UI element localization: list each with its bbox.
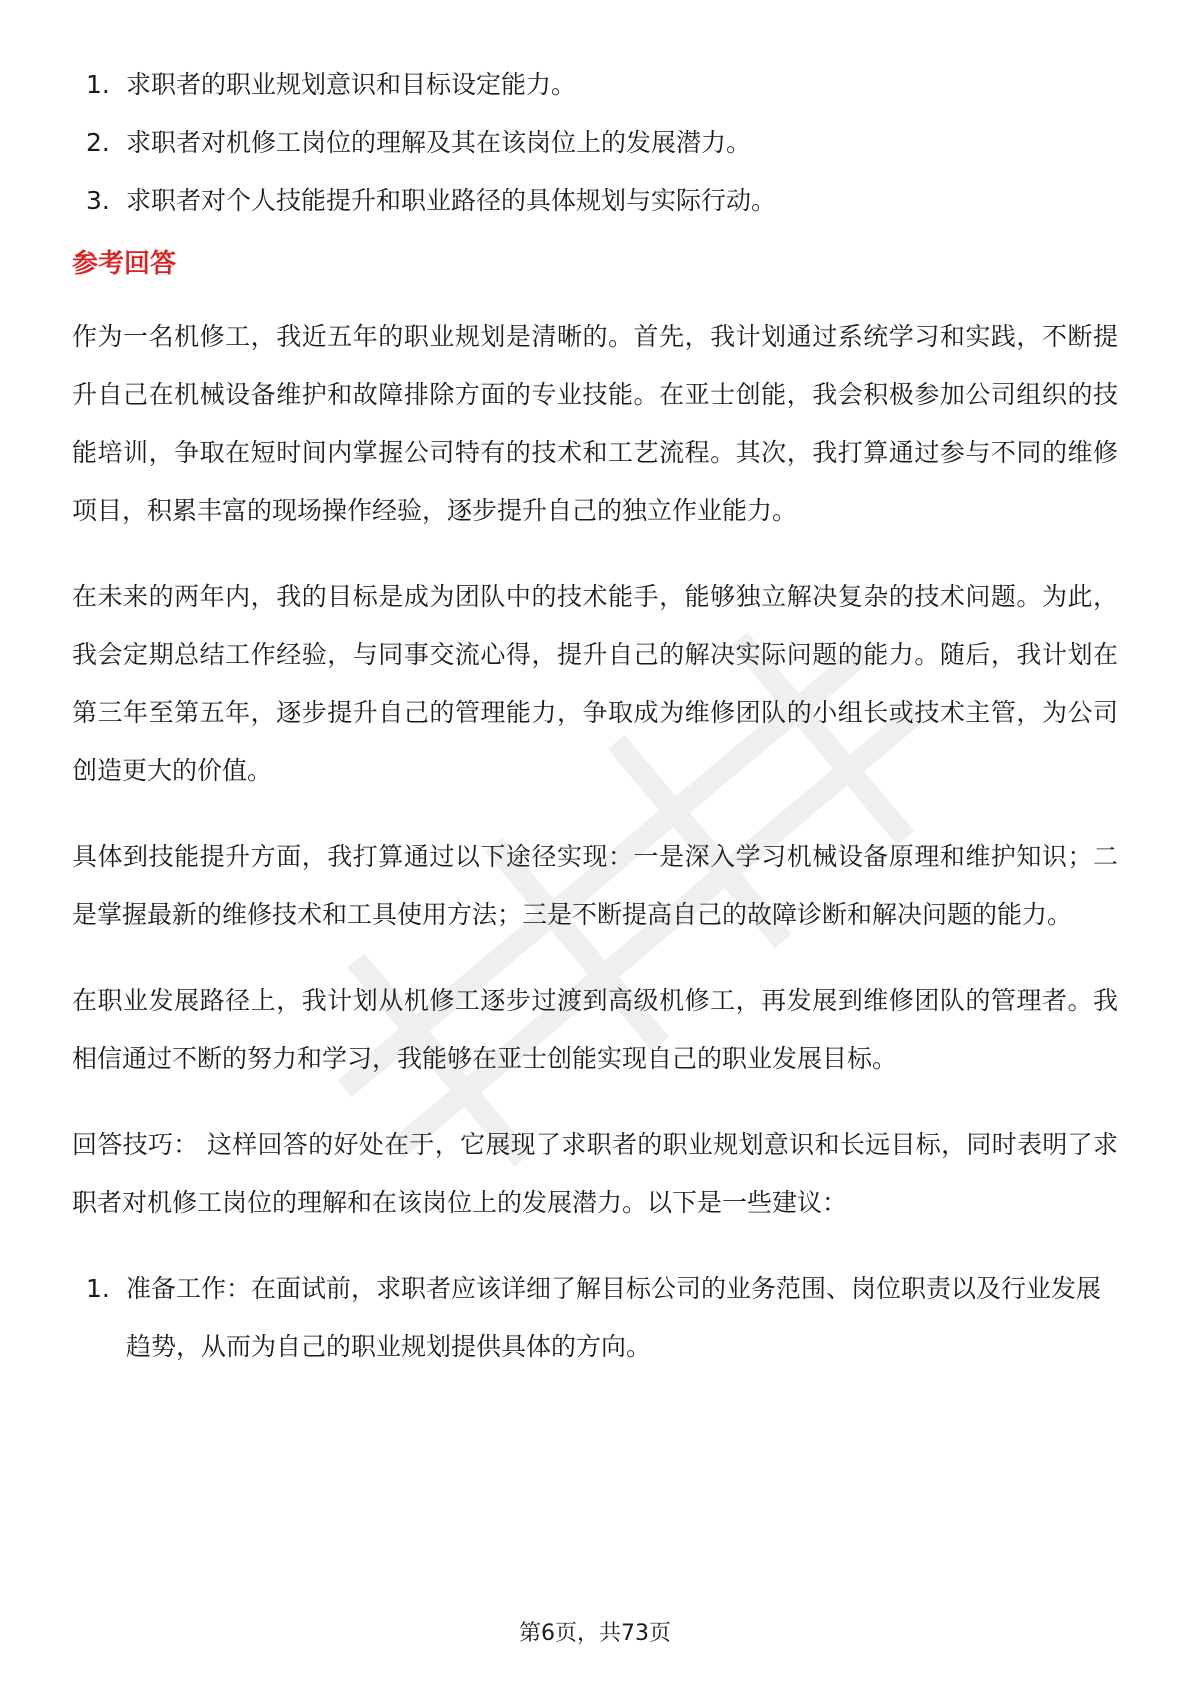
list-number: 2.	[86, 128, 110, 157]
list-item	[72, 56, 1118, 114]
intro-list	[72, 56, 1118, 230]
list-text: 求职者对机修工岗位的理解及其在该岗位上的发展潜力。	[126, 128, 752, 157]
list-number: 1.	[86, 70, 110, 99]
list-item	[72, 172, 1118, 230]
list-item	[72, 114, 1118, 172]
list-text: 准备工作：在面试前，求职者应该详细了解目标公司的业务范围、岗位职责以及行业发展趋势，从而为自己的职业规划提供具体的方向。	[126, 1274, 1102, 1361]
section-title: 参考回答	[72, 249, 177, 279]
paragraph: 回答技巧： 这样回答的好处在于，它展现了求职者的职业规划意识和长远目标，同时表明了求职者对机修工岗位的理解和在该岗位上的发展潜力。以下是一些建议：	[72, 1130, 1118, 1217]
list-item	[72, 1260, 1118, 1376]
list-number: 3.	[86, 186, 110, 215]
list-text: 求职者对个人技能提升和职业路径的具体规划与实际行动。	[126, 186, 777, 215]
page-content	[72, 56, 1118, 1376]
paragraph: 在未来的两年内，我的目标是成为团队中的技术能手，能够独立解决复杂的技术问题。为此，我会定期总结工作经验，与同事交流心得，提升自己的解决实际问题的能力。随后，我计划在第三年至第五年，逐步提升自己的管理能力，争取成为维修团队的小组长或技术主管，为公司创造更大的价值。	[72, 582, 1118, 785]
tips-list	[72, 1260, 1118, 1376]
paragraph: 在职业发展路径上，我计划从机修工逐步过渡到高级机修工，再发展到维修团队的管理者。我相信通过不断的努力和学习，我能够在亚士创能实现自己的职业发展目标。	[72, 986, 1118, 1073]
paragraph: 作为一名机修工，我近五年的职业规划是清晰的。首先，我计划通过系统学习和实践，不断提升自己在机械设备维护和故障排除方面的专业技能。在亚士创能，我会积极参加公司组织的技能培训，争取在短时间内掌握公司特有的技术和工艺流程。其次，我打算通过参与不同的维修项目，积累丰富的现场操作经验，逐步提升自己的独立作业能力。	[72, 322, 1118, 525]
paragraph: 具体到技能提升方面，我打算通过以下途径实现：一是深入学习机械设备原理和维护知识；二是掌握最新的维修技术和工具使用方法；三是不断提高自己的故障诊断和解决问题的能力。	[72, 842, 1118, 929]
list-number: 1.	[86, 1274, 110, 1303]
list-text: 求职者的职业规划意识和目标设定能力。	[126, 70, 577, 99]
page-footer: 第6页，共73页	[519, 1621, 671, 1646]
